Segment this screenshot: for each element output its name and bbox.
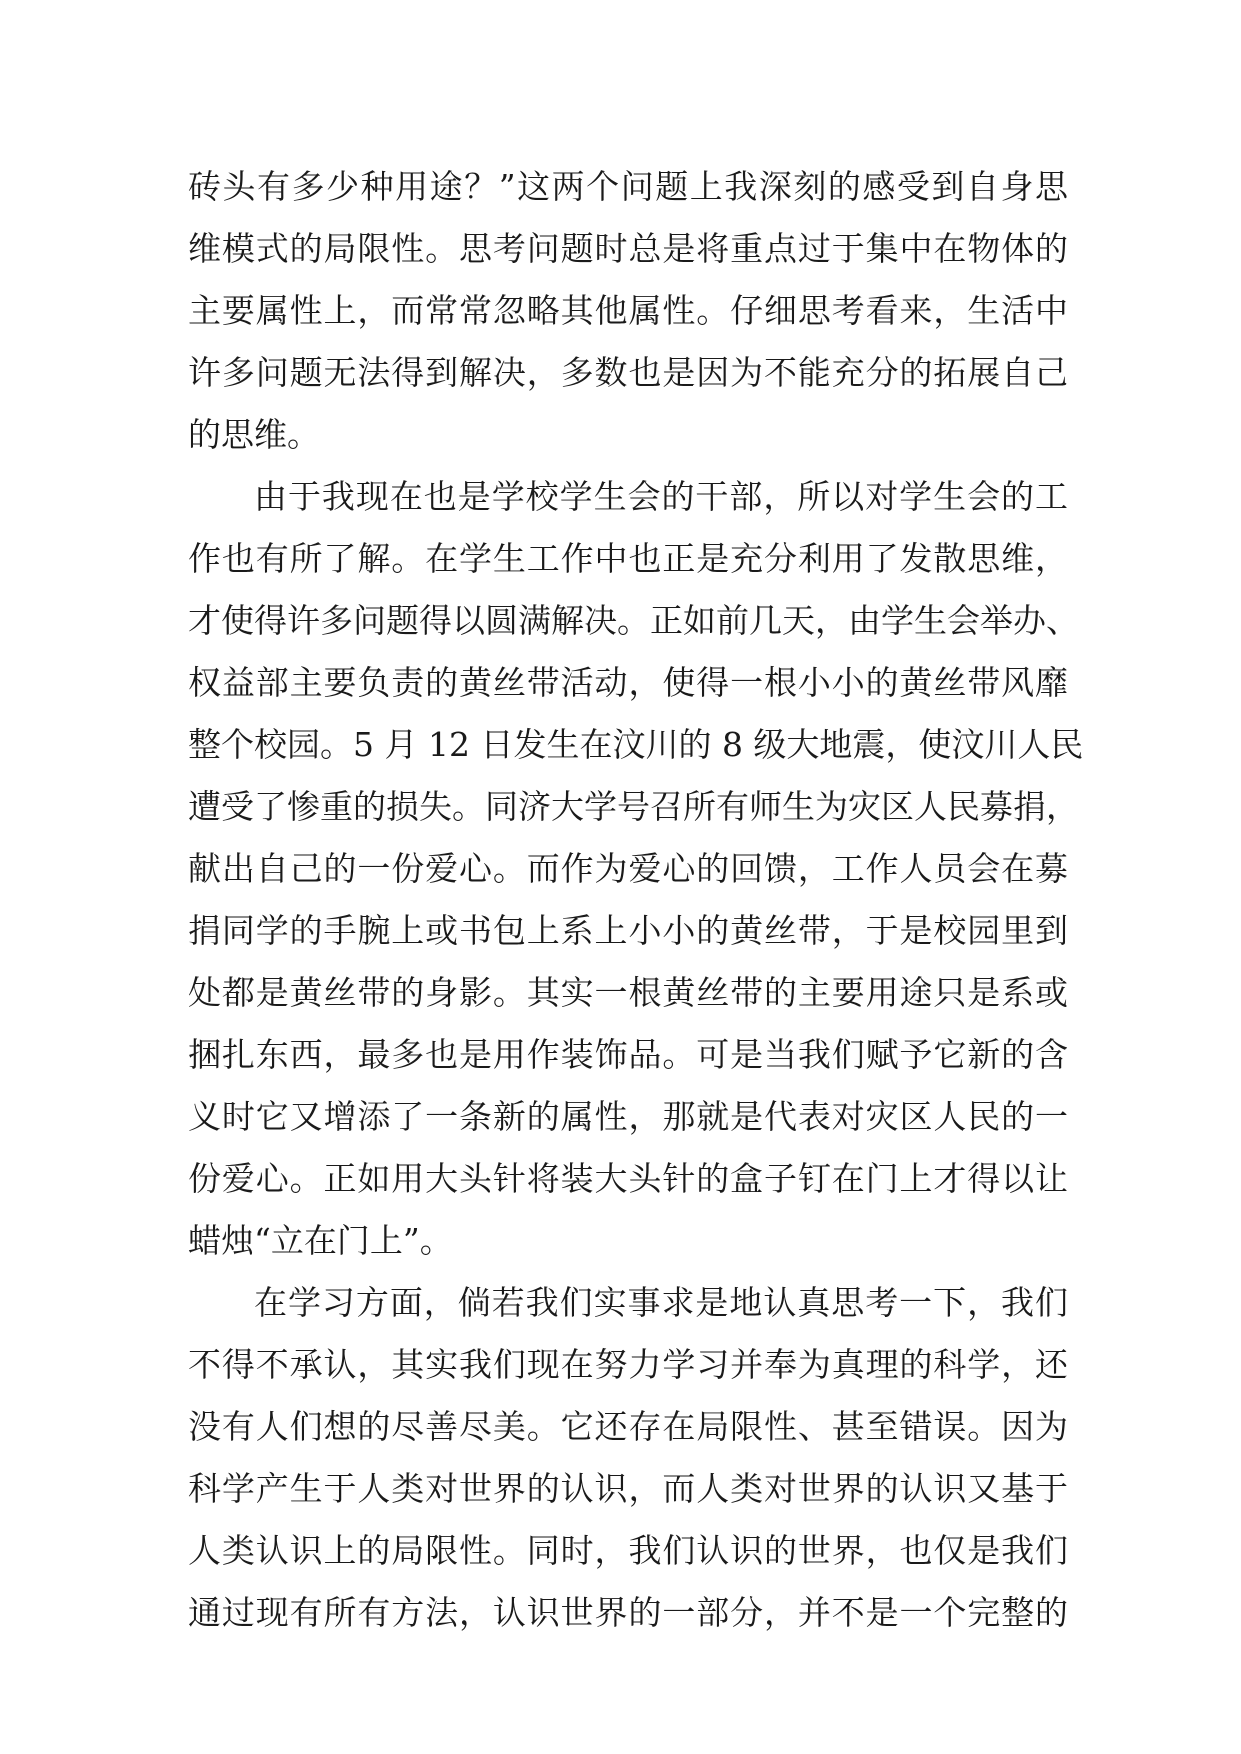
text-line: 份爱心。正如用大头针将装大头针的盒子钉在门上才得以让 (188, 1159, 1068, 1198)
text-line: 不得不承认，其实我们现在努力学习并奉为真理的科学，还 (188, 1345, 1068, 1384)
text-line: 捆扎东西，最多也是用作装饰品。可是当我们赋予它新的含 (188, 1035, 1068, 1074)
text-line: 处都是黄丝带的身影。其实一根黄丝带的主要用途只是系或 (188, 973, 1068, 1012)
text-line: 才使得许多问题得以圆满解决。正如前几天，由学生会举办、 (188, 601, 1079, 640)
text-line: 主要属性上，而常常忽略其他属性。仔细思考看来，生活中 (188, 291, 1068, 330)
text-line: 遭受了惨重的损失。同济大学号召所有师生为灾区人民募捐， (188, 787, 1079, 826)
text-line: 由于我现在也是学校学生会的干部，所以对学生会的工 (254, 477, 1068, 516)
text-line: 蜡烛“立在门上”。 (188, 1221, 453, 1260)
text-line: 科学产生于人类对世界的认识，而人类对世界的认识又基于 (188, 1469, 1068, 1508)
text-line: 维模式的局限性。思考问题时总是将重点过于集中在物体的 (188, 229, 1068, 268)
text-line: 许多问题无法得到解决，多数也是因为不能充分的拓展自己 (188, 353, 1068, 392)
text-line: 在学习方面，倘若我们实事求是地认真思考一下，我们 (254, 1283, 1068, 1322)
text-line: 通过现有所有方法，认识世界的一部分，并不是一个完整的 (188, 1593, 1068, 1632)
text-line: 捐同学的手腕上或书包上系上小小的黄丝带，于是校园里到 (188, 911, 1068, 950)
text-line: 献出自己的一份爱心。而作为爱心的回馈，工作人员会在募 (188, 849, 1068, 888)
text-line: 没有人们想的尽善尽美。它还存在局限性、甚至错误。因为 (188, 1407, 1068, 1446)
text-line: 整个校园。5 月 12 日发生在汶川的 8 级大地震，使汶川人民 (188, 725, 1084, 764)
text-line: 的思维。 (188, 415, 320, 454)
text-line: 作也有所了解。在学生工作中也正是充分利用了发散思维， (188, 539, 1068, 578)
document-body (188, 156, 1084, 1644)
text-line: 砖头有多少种用途？”这两个问题上我深刻的感受到自身思 (188, 167, 1068, 206)
text-line: 义时它又增添了一条新的属性，那就是代表对灾区人民的一 (188, 1097, 1068, 1136)
text-line: 权益部主要负责的黄丝带活动，使得一根小小的黄丝带风靡 (188, 663, 1068, 702)
text-line: 人类认识上的局限性。同时，我们认识的世界，也仅是我们 (188, 1531, 1068, 1570)
